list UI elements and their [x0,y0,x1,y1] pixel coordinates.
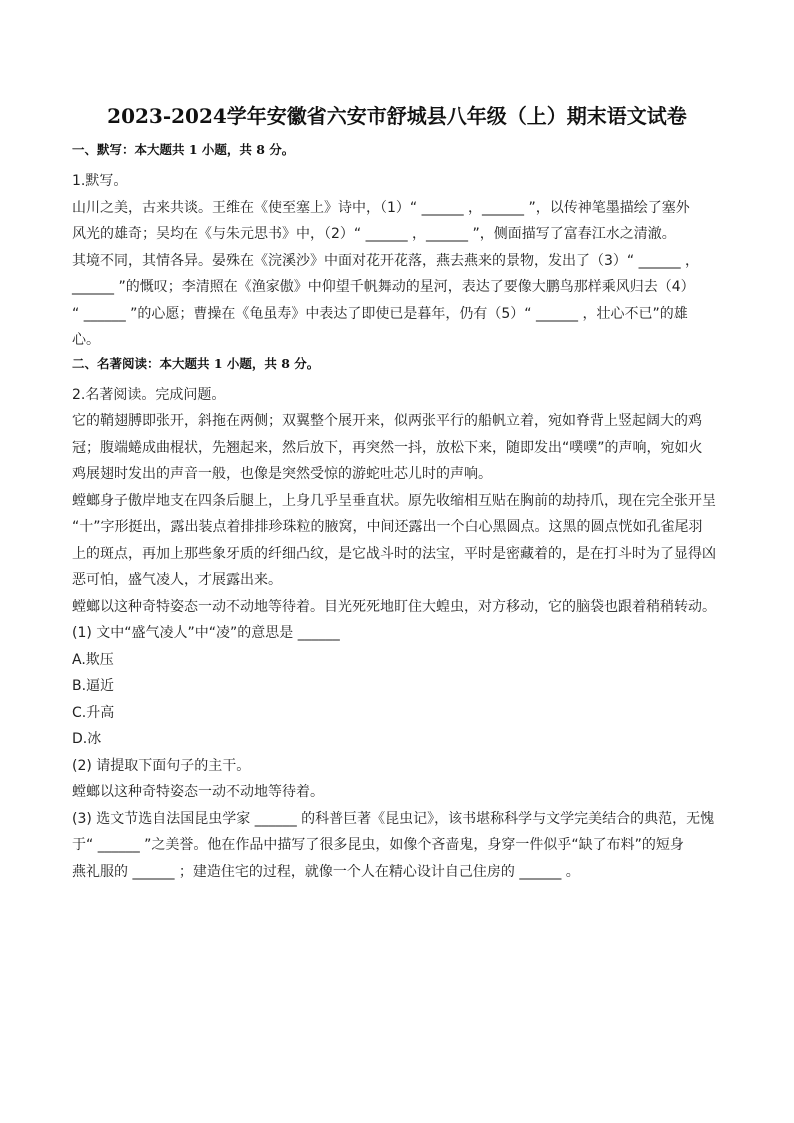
section-1 [72,140,722,354]
passage-line: 冠；腹端蜷成曲棍状，先翘起来，然后放下，再突然一抖，放松下来，随即发出“噗噗”的声响，宛如火 [72,439,703,456]
question-1-line: ______ ”的慨叹；李清照在《渔家傲》中仰望千帆舞动的星河，表达了要像大鹏鸟那样乘风归去（4） [72,279,695,295]
question-1-line: 其境不同，其情各异。晏殊在《浣溪沙》中面对花开花落，燕去燕来的景物，发出了（3）“ ______ ， [72,252,700,269]
sub-question-3-line: (3) 选文节选自法国昆虫学家 ______ 的科普巨著《昆虫记》，该书堪称科学与文学完美结合的典范，无愧 [72,810,715,827]
option-a: A.欺压 [72,651,114,668]
sub-question-2-sentence: 螳螂以这种奇特姿态一动不动地等待着。 [72,784,324,800]
passage-line: 螳螂以这种奇特姿态一动不动地等待着。目光死死地盯住大蝗虫，对方移动，它的脑袋也跟着稍稍转动。 [72,598,716,615]
passage-line: 鸡展翅时发出的声音一般，也像是突然受惊的游蛇吐芯儿时的声响。 [72,466,492,482]
passage-line: “十”字形挺出，露出装点着排排珍珠粒的腋窝，中间还露出一个白心黑圆点。这黑的圆点恍如孔雀尾羽 [72,519,703,535]
sub-question-3-line: 于“ ______ ”之美誉。他在作品中描写了很多昆虫，如像个吝啬鬼，身穿一件似乎“缺了布料”的短身 [72,837,684,853]
exam-title: 2023-2024学年安徽省六安市舒城县八年级（上）期末语文试卷 [107,104,687,128]
question-1-line: “ ______ ”的心愿；曹操在《龟虽寿》中表达了即使已是暮年，仍有（5）“ ______ ，壮心不已”的雄 [72,305,688,322]
passage-line: 它的鞘翅膊即张开，斜拖在两侧；双翼整个展开来，似两张平行的船帆立着，宛如脊背上竖起阔大的鸡 [72,413,702,429]
option-d: D.冰 [72,731,102,747]
section-2 [72,354,722,886]
section-2-heading: 二、名著阅读：本大题共 1 小题，共 8 分。 [72,355,320,371]
question-2-label: 2.名著阅读。完成问题。 [72,386,226,403]
section-1-heading: 一、默写：本大题共 1 小题，共 8 分。 [72,142,295,157]
question-1-label: 1.默写。 [72,173,128,189]
question-1-line: 风光的雄奇；吴均在《与朱元思书》中，（2）“ ______ ，______ ”，侧面描写了富春江水之清澈。 [72,226,676,242]
option-b: B.逼近 [72,678,115,694]
option-c: C.升高 [72,704,115,721]
sub-question-1: (1) 文中“盛气凌人”中“凌”的意思是 ______ [72,625,340,641]
sub-question-3-line: 燕礼服的 ______ ；建造住宅的过程，就像一个人在精心设计自己住房的 ______ 。 [72,863,580,880]
sub-question-2: (2) 请提取下面句子的主干。 [72,757,251,774]
passage-line: 恶可怕，盛气凌人，才展露出来。 [72,572,282,588]
passage-line: 上的斑点，再加上那些象牙质的纤细凸纹，是它战斗时的法宝，平时是密藏着的，是在打斗时为了显得凶 [72,545,716,562]
question-1-line: 心。 [72,332,100,348]
passage-line: 螳螂身子傲岸地支在四条后腿上，上身几乎呈垂直状。原先收缩相互贴在胸前的劫持爪，现在完全张开呈 [72,492,716,509]
question-1-line: 山川之美，古来共谈。王维在《使至塞上》诗中，（1）“ ______ ，______ ”，以传神笔墨描绘了塞外 [72,199,690,216]
